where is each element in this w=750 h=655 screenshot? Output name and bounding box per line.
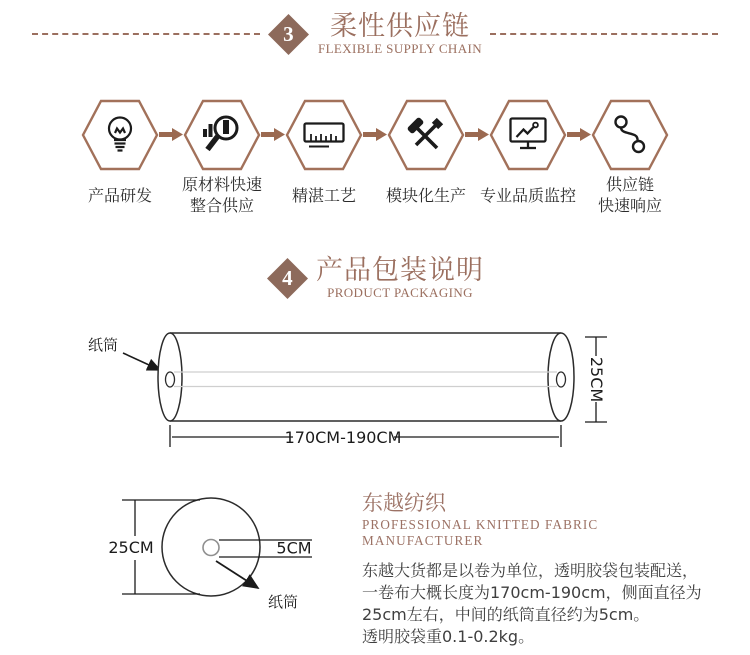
section3-title: 柔性供应链 <box>329 11 470 42</box>
section4-number: 4 <box>281 265 293 290</box>
supply-chain-steps <box>0 99 750 217</box>
step-arrow-icon <box>567 128 591 141</box>
step-label: 模块化生产 <box>386 185 467 205</box>
section4-titles <box>316 256 484 300</box>
step-label: 产品研发 <box>87 185 152 205</box>
step-raw-material <box>183 99 261 217</box>
roll-cross-section-diagram <box>0 480 360 655</box>
tube-diameter-label: 5CM <box>276 538 312 558</box>
step-quality-monitoring <box>480 99 577 217</box>
hexagon <box>591 99 669 171</box>
company-name: 东越纺织 <box>362 491 446 515</box>
company-tagline: PROFESSIONAL KNITTED FABRIC MANUFACTURER <box>362 517 599 548</box>
step-product-rd <box>81 99 159 217</box>
roll-diameter-label: 25CM <box>587 356 606 403</box>
step-label: 供应链 快速响应 <box>597 175 662 215</box>
roll-tube-hole-left <box>166 372 175 387</box>
header-dash-left <box>32 33 260 35</box>
step-arrow-icon <box>159 128 183 141</box>
step-arrow-icon <box>363 128 387 141</box>
tube-hole-circle <box>203 540 219 556</box>
step-arrow-icon <box>261 128 285 141</box>
company-block <box>362 490 722 648</box>
section4-header <box>0 256 750 300</box>
section3-diamond <box>268 13 310 55</box>
step-label: 原材料快速 整合供应 <box>182 175 263 215</box>
cross-section-tube-label: 纸筒 <box>268 593 299 611</box>
section3-subtitle: FLEXIBLE SUPPLY CHAIN <box>317 41 483 56</box>
hexagon <box>387 99 465 171</box>
tube-pointer-arrow <box>123 353 160 370</box>
cross-section-diameter-label: 25CM <box>108 538 154 557</box>
hexagon <box>81 99 159 171</box>
section4-title: 产品包装说明 <box>316 255 484 286</box>
section3-titles <box>318 12 482 56</box>
step-modular-production <box>387 99 465 217</box>
hexagon <box>183 99 261 171</box>
hexagon <box>489 99 567 171</box>
roll-tube-label: 纸筒 <box>88 336 119 354</box>
company-description-line: 25cm左右，中间的纸筒直径约为5cm。 <box>362 605 650 624</box>
step-label: 精湛工艺 <box>291 185 356 205</box>
section4-diamond <box>266 257 308 299</box>
step-label: 专业品质监控 <box>480 185 577 205</box>
step-craftsmanship <box>285 99 363 217</box>
fabric-roll-diagram <box>0 323 750 463</box>
company-description-line: 东越大货都是以卷为单位，透明胶袋包装配送， <box>362 561 699 580</box>
hexagon <box>285 99 363 171</box>
roll-tube-hole-right <box>557 372 566 387</box>
section4-subtitle: PRODUCT PACKAGING <box>327 285 473 300</box>
company-description <box>362 560 722 648</box>
section3-number: 3 <box>283 21 295 46</box>
step-arrow-icon <box>465 128 489 141</box>
company-description-line: 透明胶袋重0.1-0.2kg。 <box>362 627 535 646</box>
company-description-line: 一卷布大概长度为170cm-190cm，侧面直径为 <box>362 583 702 602</box>
header-dash-right <box>490 33 718 35</box>
step-supply-chain-response <box>591 99 669 217</box>
roll-length-label: 170CM-190CM <box>284 428 402 447</box>
section3-header <box>0 12 750 56</box>
